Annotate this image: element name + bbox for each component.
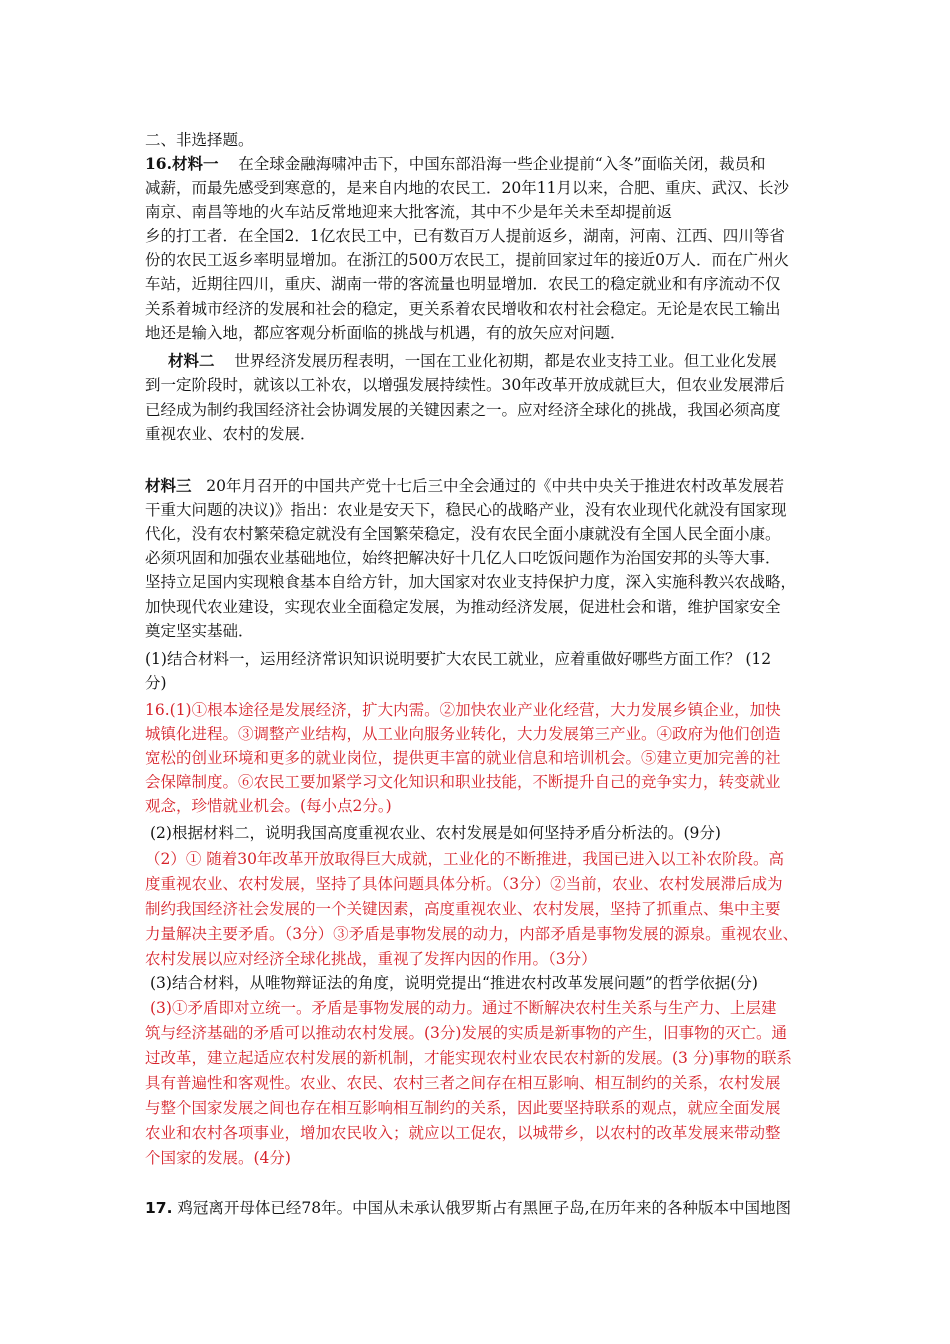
- paragraph-line: 必须巩固和加强农业基础地位，始终把解决好十几亿人口吃饭问题作为治国安邦的头等大事．: [145, 549, 781, 567]
- question-17-line: [145, 1196, 791, 1220]
- paragraph-line: 世界经济发展历程表明，一国在工业化初期，都是农业支持工业。但工业化发展: [234, 352, 777, 370]
- material-label: 材料一: [171, 154, 219, 173]
- paragraph-line: 关系着城市经济的发展和社会的稳定，更关系着农民增收和农村社会稳定。无论是农民工输出: [145, 300, 781, 318]
- question-line: (3)结合材料，从唯物辩证法的角度，说明党提出“推进农村改革发展问题”的哲学依据(分): [150, 974, 758, 992]
- paragraph-line: 南京、南昌等地的火车站反常地迎来大批客流，其中不少是年关未至却提前返: [145, 203, 673, 221]
- paragraph-line: 鸡冠离开母体已经78年。中国从未承认俄罗斯占有黑匣子岛,在历年来的各种版本中国地图: [177, 1199, 792, 1217]
- question-line: 分): [145, 674, 167, 692]
- paragraph-line: 车站，近期往四川，重庆、湖南一带的客流量也明显增加．农民工的稳定就业和有序流动不仅: [145, 275, 781, 293]
- paragraph-line: 代化，没有农村繁荣稳定就没有全国繁荣稳定，没有农民全面小康就没有全国人民全面小康。: [145, 525, 781, 543]
- answer-line: 农业和农村各项事业，增加农民收入；就应以工促农，以城带乡，以农村的改革发展来带动整: [145, 1124, 781, 1142]
- paragraph-line: 干重大问题的决议)》指出：农业是安天下，稳民心的战略产业，没有农业现代化就没有国家现: [145, 501, 787, 519]
- paragraph-line: 加快现代农业建设，实现农业全面稳定发展，为推动经济发展，促进杜会和谐，维护国家安全: [145, 598, 781, 616]
- answer-line: （2）① 随着30年改革开放取得巨大成就，工业化的不断推进，我国已进入以工补农阶段。高: [145, 850, 785, 868]
- paragraph-line: 奠定坚实基础．: [145, 622, 254, 640]
- answer-line: 观念，珍惜就业机会。(每小点2分。): [145, 797, 392, 815]
- answer-line: 宽松的创业环境和更多的就业岗位，提供更丰富的就业信息和培训机会。⑤建立更加完善的社: [145, 749, 781, 767]
- paragraph-line: 地还是输入地，都应客观分析面临的挑战与机遇，有的放矢应对问题．: [145, 324, 626, 342]
- answer-line: 度重视农业、农村发展，坚持了具体问题具体分析。（3分）②当前，农业、农村发展滞后成为: [145, 875, 783, 893]
- material-three-first-line: [145, 474, 784, 498]
- paragraph-line: 重视农业、农村的发展．: [145, 425, 316, 443]
- answer-line: 农村发展以应对经济全球化挑战，重视了发挥内因的作用。（3分）: [145, 950, 597, 968]
- material-label: 材料三: [145, 476, 192, 495]
- answer-line: 过改革，建立起适应农村发展的新机制，才能实现农村业农民农村新的发展。(3 分)事物的联系: [145, 1049, 792, 1067]
- paragraph-line: 到一定阶段时，就该以工补农，以增强发展持续性。30年改革开放成就巨大，但农业发展滞后: [145, 376, 785, 394]
- question-number: 16.: [145, 154, 172, 173]
- answer-line: 筑与经济基础的矛盾可以推动农村发展。(3分)发展的实质是新事物的产生，旧事物的灭亡。通: [145, 1024, 787, 1042]
- paragraph-line: 在全球金融海啸冲击下，中国东部沿海一些企业提前“入冬”面临关闭，裁员和: [238, 155, 766, 173]
- material-one-first-line: [145, 152, 766, 176]
- answer-line: 力量解决主要矛盾。（3分）③矛盾是事物发展的动力，内部矛盾是事物发展的源泉。重视农业、: [145, 925, 799, 943]
- question-line: (1)结合材料一，运用经济常识知识说明要扩大农民工就业，应着重做好哪些方面工作？ (12: [145, 650, 772, 668]
- answer-line: (3)①矛盾即对立统一。矛盾是事物发展的动力。通过不断解决农村生关系与生产力、上层建: [150, 999, 777, 1017]
- answer-line: 城镇化进程。③调整产业结构，从工业向服务业转化，大力发展第三产业。④政府为他们创造: [145, 725, 781, 743]
- material-label: 材料二: [168, 351, 215, 370]
- paragraph-line: 坚持立足国内实现粮食基本自给方针，加大国家对农业支持保护力度，深入实施科教兴农战略，: [145, 573, 797, 591]
- paragraph-line: 份的农民工返乡率明显增加。在浙江的500万农民工，提前回家过年的接近0万人．而在广州火: [145, 251, 789, 269]
- paragraph-line: 减薪，而最先感受到寒意的，是来自内地的农民工．20年11月以来，合肥、重庆、武汉、长沙: [145, 179, 789, 197]
- answer-line: 16.(1)①根本途径是发展经济，扩大内需。②加快农业产业化经营，大力发展乡镇企业，加快: [145, 701, 781, 719]
- paragraph-line: 20年月召开的中国共产党十七后三中全会通过的《中共中央关于推进农村改革发展若: [206, 477, 785, 495]
- answer-line: 个国家的发展。(4分): [145, 1149, 291, 1167]
- question-number: 17.: [145, 1199, 173, 1217]
- answer-line: 具有普遍性和客观性。农业、农民、农村三者之间存在相互影响、相互制约的关系，农村发展: [145, 1074, 781, 1092]
- section-heading: 二、非选择题。: [145, 131, 254, 149]
- answer-line: 制约我国经济社会发展的一个关键因素，高度重视农业、农村发展，坚持了抓重点、集中主要: [145, 900, 781, 918]
- answer-line: 与整个国家发展之间也存在相互影响相互制约的关系，因此要坚持联系的观点，就应全面发展: [145, 1099, 781, 1117]
- material-two-first-line: [168, 349, 777, 373]
- paragraph-line: 乡的打工者．在全国2．1亿农民工中，已有数百万人提前返乡，湖南，河南、江西、四川等省: [145, 227, 785, 245]
- answer-line: 会保障制度。⑥农民工要加紧学习文化知识和职业技能，不断提升自己的竞争实力，转变就业: [145, 773, 781, 791]
- paragraph-line: 已经成为制约我国经济社会协调发展的关键因素之一。应对经济全球化的挑战，我国必须高度: [145, 401, 781, 419]
- question-line: (2)根据材料二，说明我国高度重视农业、农村发展是如何坚持矛盾分析法的。(9分): [150, 824, 721, 842]
